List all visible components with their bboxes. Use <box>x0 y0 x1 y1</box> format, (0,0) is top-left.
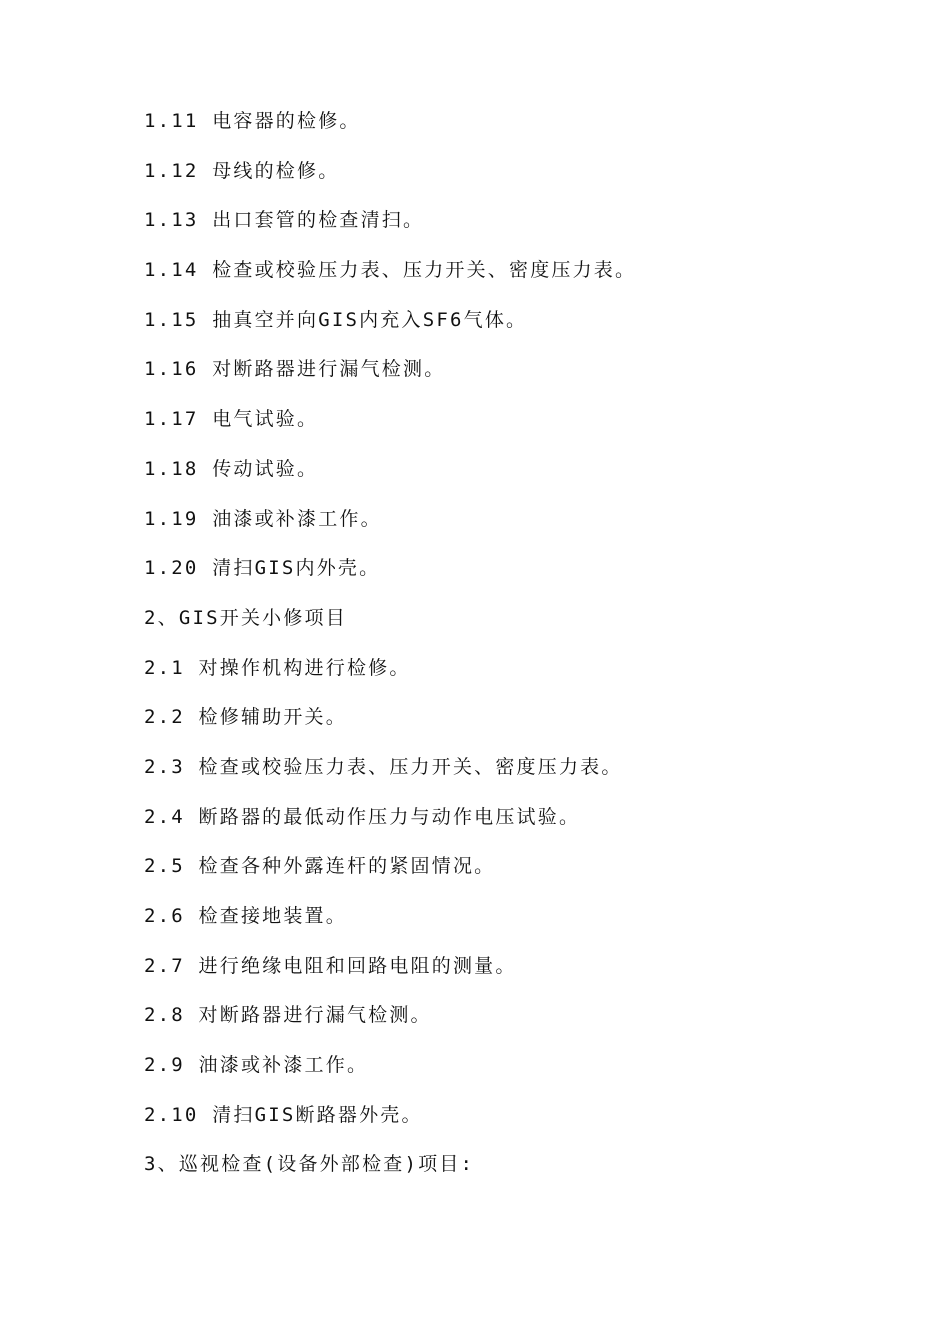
list-item: 1.11 电容器的检修。 <box>144 110 361 132</box>
maintenance-item-list <box>144 106 904 1199</box>
list-item: 2.8 对断路器进行漏气检测。 <box>144 1004 432 1027</box>
section-heading: 2、GIS开关小修项目 <box>144 606 347 629</box>
list-item: 1.16 对断路器进行漏气检测。 <box>144 358 446 381</box>
list-item: 2.9 油漆或补漆工作。 <box>144 1054 369 1077</box>
list-item: 2.3 检查或校验压力表、压力开关、密度压力表。 <box>144 755 623 778</box>
list-item: 2.6 检查接地装置。 <box>144 905 347 927</box>
list-item: 1.14 检查或校验压力表、压力开关、密度压力表。 <box>144 259 637 282</box>
list-item: 1.17 电气试验。 <box>144 408 319 431</box>
list-item: 1.18 传动试验。 <box>144 457 319 480</box>
list-item: 1.19 油漆或补漆工作。 <box>144 507 382 530</box>
section-heading: 3、巡视检查(设备外部检查)项目: <box>144 1153 475 1176</box>
list-item: 1.20 清扫GIS内外壳。 <box>144 557 381 580</box>
list-item: 2.4 断路器的最低动作压力与动作电压试验。 <box>144 805 581 828</box>
list-item: 1.12 母线的检修。 <box>144 159 340 182</box>
list-item: 2.2 检修辅助开关。 <box>144 706 347 729</box>
list-item: 2.5 检查各种外露连杆的紧固情况。 <box>144 855 496 878</box>
list-item: 1.15 抽真空并向GIS内充入SF6气体。 <box>144 308 528 331</box>
list-item: 1.13 出口套管的检查清扫。 <box>144 209 425 232</box>
list-item: 2.10 清扫GIS断路器外壳。 <box>144 1103 423 1126</box>
list-item: 2.1 对操作机构进行检修。 <box>144 656 411 679</box>
list-item: 2.7 进行绝缘电阻和回路电阻的测量。 <box>144 954 517 977</box>
